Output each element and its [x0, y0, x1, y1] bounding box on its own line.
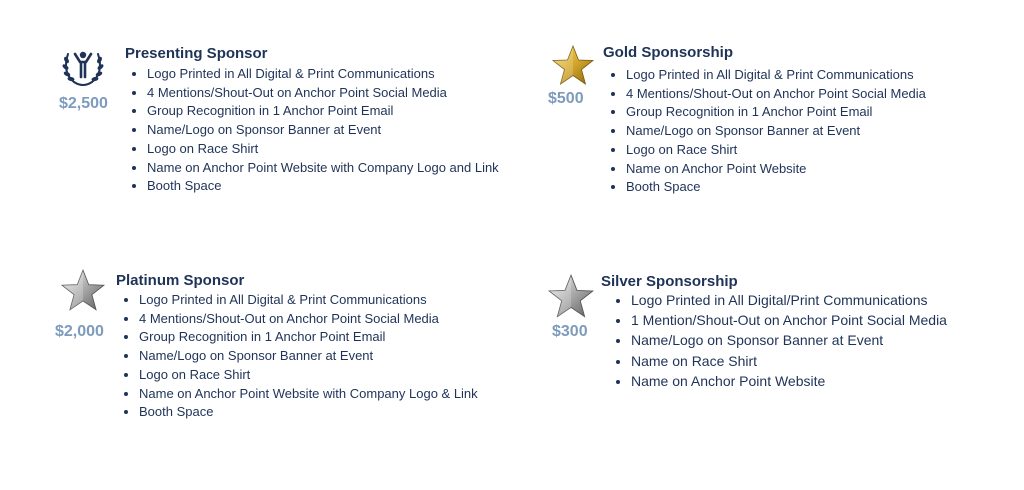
- title-silver: Silver Sponsorship: [601, 273, 738, 290]
- benefits-list-silver: [615, 290, 1001, 391]
- list-item: • Name on Anchor Point Website: [626, 160, 1006, 179]
- list-item: • Group Recognition in 1 Anchor Point Email: [147, 102, 507, 121]
- list-item: • Logo Printed in All Digital & Print Communications: [139, 291, 514, 310]
- list-item: • Booth Space: [626, 178, 1006, 197]
- list-item: • Booth Space: [147, 177, 507, 196]
- list-item: • Logo Printed in All Digital & Print Communications: [147, 65, 507, 84]
- list-item: • Name on Anchor Point Website: [631, 371, 1001, 391]
- list-item: • 4 Mentions/Shout-Out on Anchor Point Social Media: [139, 310, 514, 329]
- list-item: • Logo on Race Shirt: [147, 140, 507, 159]
- list-item: • Name on Anchor Point Website with Company Logo and Link: [147, 159, 507, 178]
- wreath-figure-icon: [62, 46, 104, 93]
- price-gold: $500: [548, 90, 584, 107]
- list-item: • Name/Logo on Sponsor Banner at Event: [626, 122, 1006, 141]
- list-item: • Name/Logo on Sponsor Banner at Event: [631, 330, 1001, 350]
- benefits-list-platinum: [123, 291, 514, 422]
- list-item: • Group Recognition in 1 Anchor Point Email: [626, 103, 1006, 122]
- price-silver: $300: [552, 323, 588, 340]
- list-item: • Group Recognition in 1 Anchor Point Email: [139, 328, 514, 347]
- silver-star-icon: [547, 273, 595, 326]
- price-presenting: $2,500: [59, 95, 108, 112]
- list-item: • Name/Logo on Sponsor Banner at Event: [147, 121, 507, 140]
- list-item: • Name on Race Shirt: [631, 351, 1001, 371]
- list-item: • 1 Mention/Shout-Out on Anchor Point Social Media: [631, 310, 1001, 330]
- title-platinum: Platinum Sponsor: [116, 272, 245, 289]
- list-item: • Name on Anchor Point Website with Company Logo & Link: [139, 385, 514, 404]
- list-item: • Logo Printed in All Digital & Print Communications: [626, 66, 1006, 85]
- benefits-list-gold: [610, 66, 1006, 197]
- list-item: • 4 Mentions/Shout-Out on Anchor Point Social Media: [626, 85, 1006, 104]
- price-platinum: $2,000: [55, 323, 104, 340]
- list-item: • Logo on Race Shirt: [139, 366, 514, 385]
- silver-star-icon: [60, 268, 106, 319]
- list-item: • Logo Printed in All Digital/Print Communications: [631, 290, 1001, 310]
- list-item: • Logo on Race Shirt: [626, 141, 1006, 160]
- benefits-list-presenting: [131, 65, 507, 196]
- list-item: • 4 Mentions/Shout-Out on Anchor Point Social Media: [147, 84, 507, 103]
- title-presenting: Presenting Sponsor: [125, 45, 268, 62]
- list-item: • Name/Logo on Sponsor Banner at Event: [139, 347, 514, 366]
- list-item: • Booth Space: [139, 403, 514, 422]
- gold-star-icon: [551, 44, 595, 93]
- title-gold: Gold Sponsorship: [603, 44, 733, 61]
